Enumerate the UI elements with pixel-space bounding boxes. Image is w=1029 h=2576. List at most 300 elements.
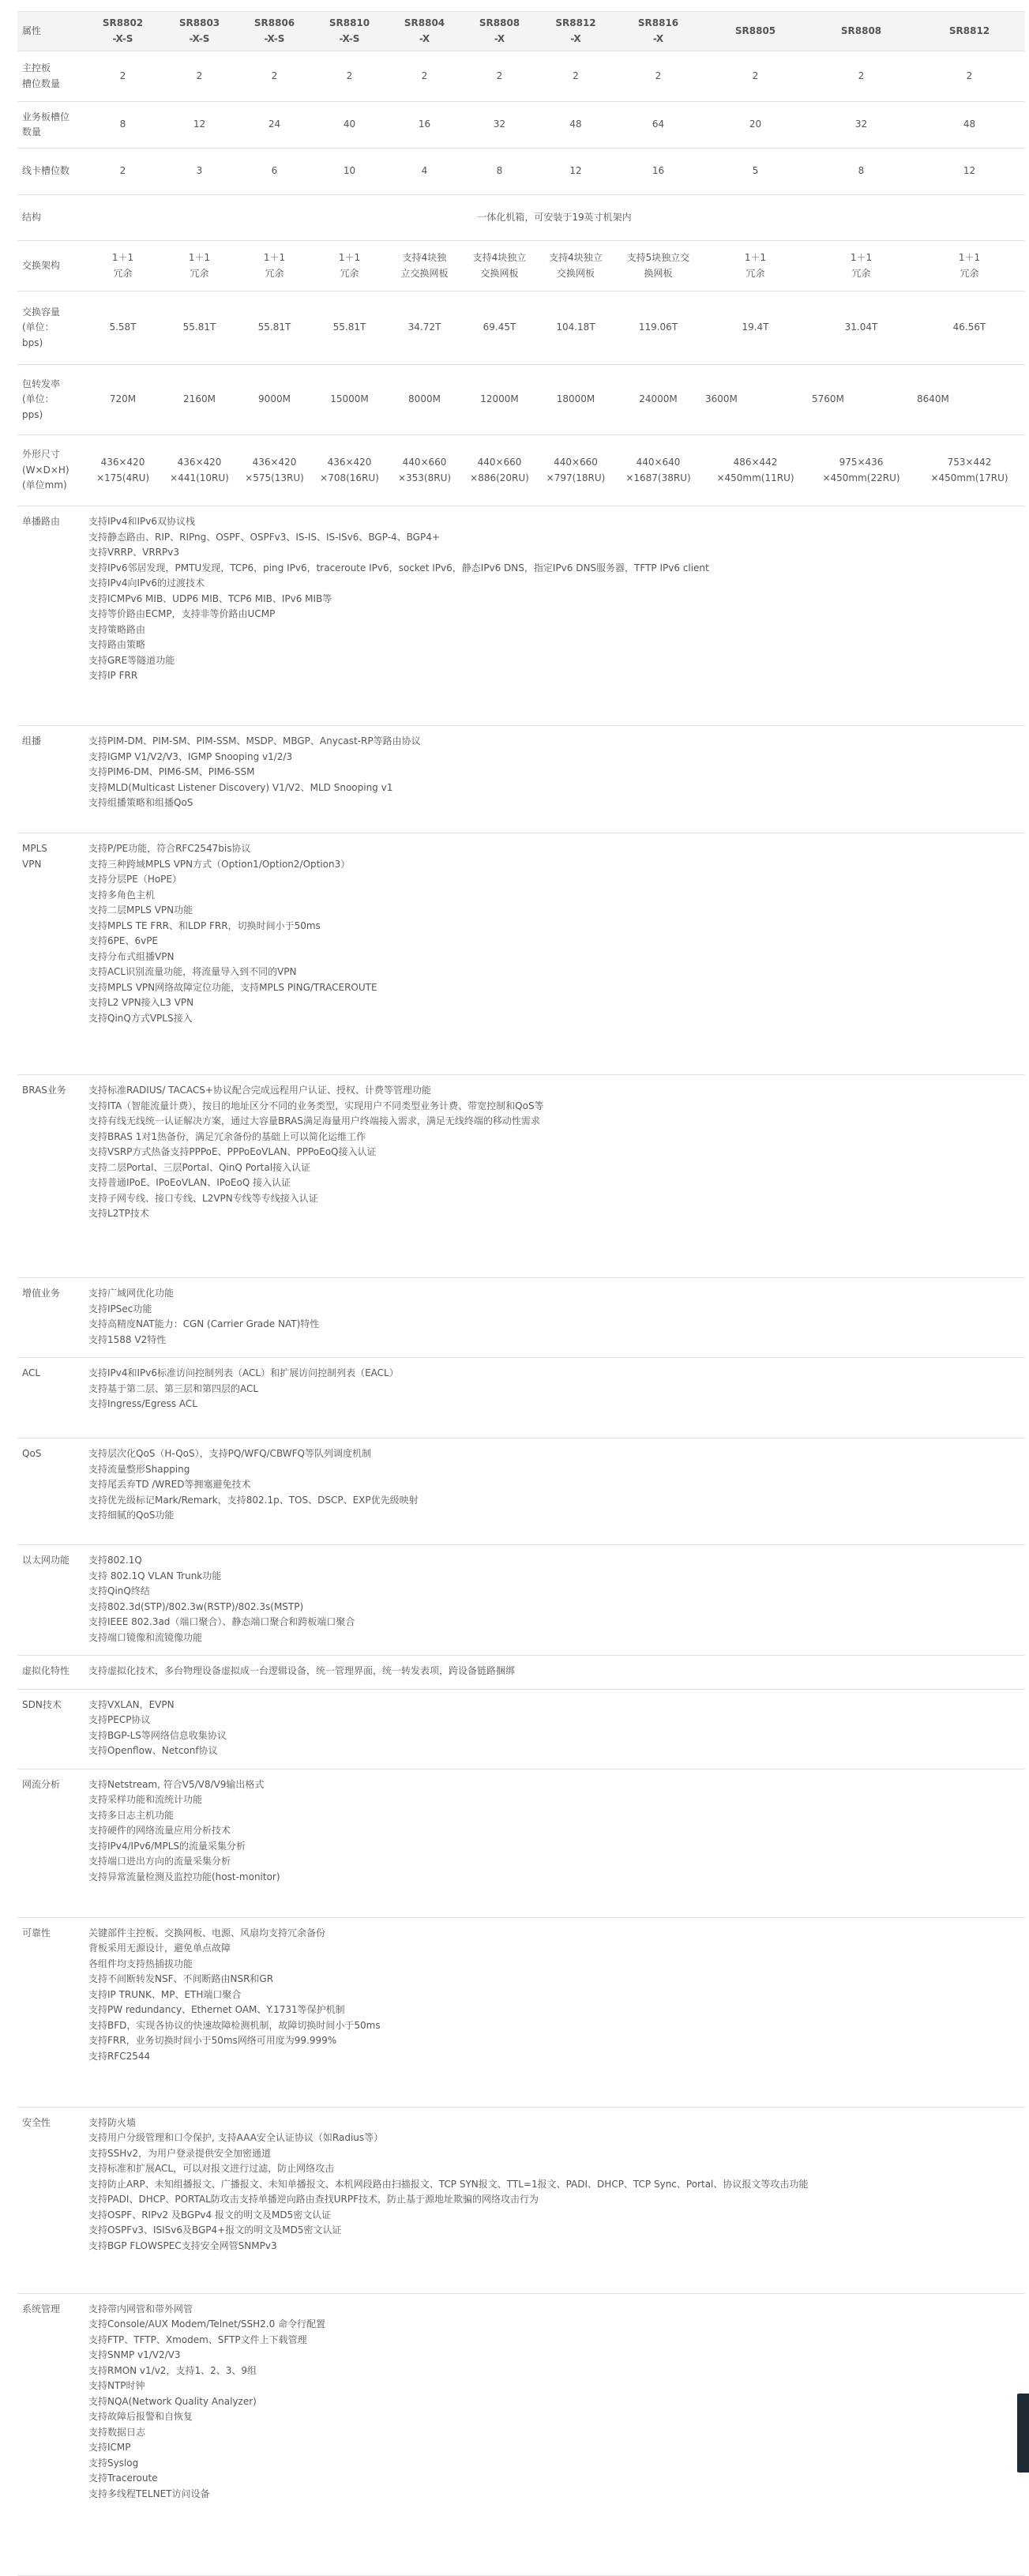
model-name: SR8808 <box>840 24 882 36</box>
model-name: SR8812 <box>555 17 596 28</box>
spec-label-line: 交换容量 <box>22 306 61 318</box>
spec-value-line: 支持4块独立 <box>472 252 527 263</box>
feature-line: 支持标准和扩展ACL，可以对报文进行过滤，防止网络攻击 <box>88 2163 335 2174</box>
spec-value-line: 冗余 <box>113 267 133 279</box>
spec-row <box>17 241 1025 291</box>
feature-line: 支持带内网管和带外网管 <box>88 2303 193 2315</box>
header-row <box>17 12 1025 51</box>
feature-name <box>17 833 84 1075</box>
spec-value-line: 1＋1 <box>263 252 286 263</box>
spec-value-line: 18000M <box>556 393 595 405</box>
spec-value-line: 支持4块独立 <box>549 252 603 263</box>
spec-value-line: 4 <box>421 165 428 177</box>
spec-value <box>237 51 312 102</box>
feature-name-line: 虚拟化特性 <box>22 1665 70 1676</box>
header-label: 属性 <box>17 12 84 51</box>
spec-value-line: 975×436 <box>839 457 884 468</box>
spec-row-label <box>17 195 84 241</box>
spec-value-line: 2 <box>496 70 503 81</box>
spec-value <box>162 241 237 291</box>
spec-value-line: 2160M <box>183 393 216 405</box>
spec-value-line: ×450mm(11RU) <box>716 472 794 483</box>
spec-value-line: 2 <box>421 70 428 81</box>
model-name: -X-S <box>264 32 285 44</box>
spec-value <box>702 149 809 195</box>
spec-value <box>162 435 237 506</box>
spec-value-line: 2 <box>196 70 203 81</box>
feature-line: 支持QinQ终结 <box>88 1585 150 1596</box>
feature-body <box>84 1358 1025 1438</box>
spec-value <box>614 435 702 506</box>
spec-value <box>914 435 1025 506</box>
spec-value-line: 冗余 <box>190 267 209 279</box>
spec-value <box>312 102 387 149</box>
spec-label-line: 主控板 <box>22 62 51 73</box>
spec-label-line: 数量 <box>22 126 42 137</box>
spec-value-line: ×441(10RU) <box>170 472 229 483</box>
feature-name-line: SDN技术 <box>22 1698 62 1710</box>
spec-value <box>162 51 237 102</box>
spec-value-line: 支持5块独立交 <box>626 252 690 263</box>
spec-value-line: 15000M <box>330 393 369 405</box>
side-float-tab[interactable] <box>1017 2394 1029 2473</box>
spec-label-line: 结构 <box>22 211 42 223</box>
feature-row <box>17 1075 1025 1278</box>
feature-line: 支持异常流量检测及监控功能(host-monitor) <box>88 1871 280 1882</box>
spec-value <box>614 102 702 149</box>
spec-row-label <box>17 51 84 102</box>
spec-value <box>809 149 914 195</box>
feature-body <box>84 1917 1025 2107</box>
spec-value <box>312 51 387 102</box>
spec-value-line: 冗余 <box>745 267 765 279</box>
spec-value-line: 6 <box>271 165 278 177</box>
spec-value-line: 1＋1 <box>111 252 134 263</box>
spec-value-line: 486×442 <box>733 457 778 468</box>
feature-line: 支持BRAS 1对1热备份，满足冗余备份的基础上可以简化运维工作 <box>88 1130 366 1142</box>
spec-value-line: ×1687(38RU) <box>625 472 691 483</box>
feature-row <box>17 1438 1025 1545</box>
spec-value <box>614 241 702 291</box>
feature-line: 支持BGP FLOWSPEC支持安全网管SNMPv3 <box>88 2239 277 2251</box>
feature-line: 支持Ingress/Egress ACL <box>88 1398 197 1409</box>
spec-value <box>537 51 614 102</box>
feature-name-line: 以太网功能 <box>22 1555 70 1566</box>
spec-value <box>809 365 914 435</box>
spec-row <box>17 51 1025 102</box>
spec-value <box>702 241 809 291</box>
spec-value <box>614 51 702 102</box>
feature-row <box>17 2293 1025 2575</box>
spec-label-line: (单位mm) <box>22 479 67 491</box>
model-name: -X-S <box>339 32 360 44</box>
feature-name <box>17 1656 84 1690</box>
model-header-8 <box>702 12 809 51</box>
feature-line: 支持子网专线、接口专线、L2VPN专线等专线接入认证 <box>88 1192 318 1204</box>
feature-line: 支持6PE、6vPE <box>88 935 159 946</box>
model-name: -X <box>419 32 430 44</box>
spec-value-line: 753×442 <box>947 457 992 468</box>
spec-value-line: 8000M <box>408 393 441 405</box>
feature-line: 支持P/PE功能，符合RFC2547bis协议 <box>88 843 251 854</box>
feature-name-line: 安全性 <box>22 2116 51 2128</box>
spec-value <box>387 102 462 149</box>
spec-row-label <box>17 102 84 149</box>
spec-value-line: 436×420 <box>177 457 222 468</box>
feature-line: 支持IEEE 802.3ad（端口聚合）、静态端口聚合和跨板端口聚合 <box>88 1616 355 1627</box>
spec-value <box>84 291 162 365</box>
feature-name <box>17 1075 84 1278</box>
spec-value-line: 2 <box>119 70 126 81</box>
spec-value <box>702 365 809 435</box>
spec-value-line: 720M <box>109 393 137 405</box>
feature-line: 支持广域网优化功能 <box>88 1288 175 1299</box>
spec-label-line: 线卡槽位数 <box>22 165 70 177</box>
feature-line: 支持优先级标记Mark/Remark，支持802.1p、TOS、DSCP、EXP优先级映射 <box>88 1494 419 1506</box>
feature-line: 支持虚拟化技术，多台物理设备虚拟成一台逻辑设备，统一管理界面，统一转发表项，跨设备链路捆绑 <box>88 1665 516 1676</box>
feature-name <box>17 1278 84 1358</box>
feature-line: 支持不间断转发NSF、不间断路由NSR和GR <box>88 1973 274 1984</box>
spec-value-line: 冗余 <box>960 267 979 279</box>
spec-value-line: 交换网板 <box>480 267 519 279</box>
feature-line: 支持VRRP、VRRPv3 <box>88 547 179 558</box>
spec-value <box>162 365 237 435</box>
feature-line: 支持多角色主机 <box>88 889 156 901</box>
feature-line: 支持路由策略 <box>88 639 146 650</box>
feature-name <box>17 2107 84 2293</box>
feature-name <box>17 1917 84 2107</box>
feature-line: 支持多日志主机功能 <box>88 1809 175 1821</box>
feature-line: 支持细腻的QoS功能 <box>88 1510 175 1521</box>
spec-value <box>162 149 237 195</box>
spec-value <box>237 435 312 506</box>
spec-row-label <box>17 149 84 195</box>
feature-name <box>17 1545 84 1656</box>
feature-name <box>17 726 84 833</box>
spec-label-line: (单位： <box>22 393 54 405</box>
feature-line: 支持IGMP V1/V2/V3、IGMP Snooping v1/2/3 <box>88 750 293 762</box>
feature-line: 支持BGP-LS等网络信息收集协议 <box>88 1729 227 1741</box>
spec-value-line: 1＋1 <box>744 252 767 263</box>
spec-value-line: 5 <box>752 165 759 177</box>
spec-value <box>462 291 537 365</box>
feature-row <box>17 1656 1025 1690</box>
spec-value-line: 48 <box>569 118 582 130</box>
feature-line: 支持硬件的网络流量应用分析技术 <box>88 1825 231 1836</box>
spec-value <box>312 291 387 365</box>
spec-value <box>387 291 462 365</box>
feature-body <box>84 1545 1025 1656</box>
feature-line: 支持层次化QoS（H-QoS），支持PQ/WFQ/CBWFQ等队列调度机制 <box>88 1448 371 1459</box>
spec-span-value: 一体化机箱，可安装于19英寸机架内 <box>84 195 1025 241</box>
spec-value-line: 32 <box>493 118 506 130</box>
feature-line: 支持采样功能和流统计功能 <box>88 1794 203 1805</box>
spec-value-line: 440×660 <box>554 457 598 468</box>
feature-body <box>84 1278 1025 1358</box>
spec-row <box>17 365 1025 435</box>
spec-value-line: 3600M <box>705 393 738 405</box>
model-header-2 <box>237 12 312 51</box>
feature-line: 支持ICMPv6 MIB、UDP6 MIB、TCP6 MIB、IPv6 MIB等 <box>88 592 332 604</box>
feature-line: 支持二层MPLS VPN功能 <box>88 904 193 916</box>
feature-line: 支持 802.1Q VLAN Trunk功能 <box>88 1570 222 1581</box>
feature-line: 支持IPSec功能 <box>88 1303 152 1314</box>
feature-line: 支持Traceroute <box>88 2473 158 2484</box>
model-name: SR8810 <box>329 17 370 28</box>
feature-line: 支持二层Portal、三层Portal、QinQ Portal接入认证 <box>88 1161 311 1173</box>
feature-line: 支持IP FRR <box>88 670 138 681</box>
feature-line: 支持OSPFv3、ISISv6及BGP4+报文的明文及MD5密文认证 <box>88 2224 342 2236</box>
feature-name-line: 网流分析 <box>22 1778 61 1790</box>
spec-value <box>914 149 1025 195</box>
feature-line: 支持普通IPoE、IPoEoVLAN、IPoEoQ 接入认证 <box>88 1177 291 1188</box>
feature-body <box>84 1656 1025 1690</box>
spec-value <box>809 51 914 102</box>
feature-body <box>84 1689 1025 1769</box>
feature-line: 支持MLD(Multicast Listener Discovery) V1/V2、MLD Snooping v1 <box>88 781 393 793</box>
feature-row <box>17 1769 1025 1917</box>
feature-line: 支持防火墙 <box>88 2116 137 2128</box>
spec-value <box>84 241 162 291</box>
model-name: SR8805 <box>734 24 776 36</box>
model-name: SR8806 <box>253 17 295 28</box>
feature-name-line: 可靠性 <box>22 1927 51 1939</box>
spec-value-line: 8640M <box>917 393 949 405</box>
spec-value-line: 24 <box>268 118 281 130</box>
spec-row-label <box>17 241 84 291</box>
feature-line: 支持RFC2544 <box>88 2050 151 2062</box>
feature-line: 支持MPLS TE FRR、和LDP FRR，切换时间小于50ms <box>88 919 321 931</box>
spec-label-line: (单位： <box>22 322 54 333</box>
feature-row <box>17 1358 1025 1438</box>
feature-line: 支持IPv4/IPv6/MPLS的流量采集分析 <box>88 1840 246 1852</box>
spec-value <box>462 102 537 149</box>
feature-line: 支持Netstream, 符合V5/V8/V9输出格式 <box>88 1778 265 1790</box>
model-name: SR8804 <box>404 17 445 28</box>
spec-value-line: ×575(13RU) <box>245 472 304 483</box>
feature-line: 支持尾丢弃TD /WRED等拥塞避免技术 <box>88 1479 251 1490</box>
spec-row <box>17 195 1025 241</box>
feature-line: 支持PW redundancy、Ethernet OAM、Y.1731等保护机制 <box>88 2004 345 2015</box>
spec-value-line: 55.81T <box>332 322 366 333</box>
feature-line: 支持IPv4向IPv6的过渡技术 <box>88 577 205 589</box>
spec-value <box>237 291 312 365</box>
model-name: -X <box>570 32 581 44</box>
feature-line: 支持有线无线统一认证解决方案，通过大容量BRAS满足海量用户终端接入需求，满足无线终端的移动性需求 <box>88 1115 540 1126</box>
spec-value <box>914 51 1025 102</box>
spec-value-line: 440×640 <box>636 457 681 468</box>
feature-line: 支持PADI、DHCP、PORTAL防攻击支持单播逆向路由查找URPF技术，防止基于源地址欺骗的网络攻击行为 <box>88 2194 539 2205</box>
feature-line: 支持防止ARP、未知组播报文、广播报文、未知单播报文、本机网段路由扫描报文、TCP SYN报文、TTL=1报文、PADI、DHCP、TCP Sync、Portal、协议报文等攻击功能 <box>88 2178 809 2190</box>
feature-body <box>84 726 1025 833</box>
spec-row <box>17 291 1025 365</box>
model-header-6 <box>537 12 614 51</box>
feature-name-line: ACL <box>22 1367 41 1378</box>
feature-line: 支持RMON v1/v2，支持1、2、3、9组 <box>88 2364 257 2376</box>
spec-value <box>237 102 312 149</box>
feature-row <box>17 726 1025 833</box>
spec-value-line: 5.58T <box>109 322 137 333</box>
spec-value-line: 19.4T <box>742 322 769 333</box>
feature-name-line: 单播路由 <box>22 516 61 527</box>
feature-line: 支持NTP时钟 <box>88 2380 145 2391</box>
spec-value <box>702 435 809 506</box>
spec-value <box>387 241 462 291</box>
spec-value-line: 440×660 <box>402 457 447 468</box>
spec-value-line: 440×660 <box>477 457 522 468</box>
spec-table <box>17 11 1025 2576</box>
spec-value-line: 1＋1 <box>338 252 361 263</box>
spec-value-line: 3 <box>196 165 203 177</box>
feature-name <box>17 1358 84 1438</box>
feature-line: 支持VXLAN，EVPN <box>88 1698 175 1710</box>
feature-line: 支持分布式组播VPN <box>88 950 175 962</box>
spec-value <box>84 102 162 149</box>
feature-line: 各组件均支持热插拔功能 <box>88 1957 193 1969</box>
feature-line: 支持高精度NAT能力：CGN (Carrier Grade NAT)特性 <box>88 1318 320 1329</box>
feature-row <box>17 506 1025 726</box>
spec-value-line: ×175(4RU) <box>96 472 150 483</box>
feature-name <box>17 1769 84 1917</box>
spec-value-line: 20 <box>749 118 762 130</box>
spec-value <box>537 241 614 291</box>
feature-line: 支持MPLS VPN网络故障定位功能，支持MPLS PING/TRACEROUTE <box>88 981 377 993</box>
feature-line: 支持IPv6邻居发现，PMTU发现，TCP6，ping IPv6，traceroute IPv6，socket IPv6，静态IPv6 DNS，指定IPv6 DNS服务器，TFTP IPv6 client <box>88 562 709 573</box>
feature-line: 支持QinQ方式VPLS接入 <box>88 1012 193 1024</box>
spec-label-line: 槽位数量 <box>22 77 61 89</box>
feature-line: 支持多线程TELNET访问设备 <box>88 2488 210 2499</box>
spec-value-line: ×708(16RU) <box>320 472 379 483</box>
model-name: -X <box>652 32 664 44</box>
feature-body <box>84 833 1025 1075</box>
feature-line: 支持SNMP v1/V2/V3 <box>88 2349 181 2360</box>
spec-value <box>614 149 702 195</box>
spec-value-line: 16 <box>418 118 431 130</box>
spec-value-line: 5760M <box>812 393 844 405</box>
feature-line: 支持IP TRUNK、MP、ETH端口聚合 <box>88 1988 242 2000</box>
feature-line: 支持Console/AUX Modem/Telnet/SSH2.0 命令行配置 <box>88 2318 326 2330</box>
spec-value <box>84 149 162 195</box>
spec-value-line: 冗余 <box>851 267 871 279</box>
model-header-0 <box>84 12 162 51</box>
spec-label-line: 交换架构 <box>22 259 61 271</box>
spec-value-line: 2 <box>271 70 278 81</box>
spec-value <box>462 51 537 102</box>
spec-value-line: 32 <box>854 118 868 130</box>
spec-value <box>702 51 809 102</box>
spec-label-line: 外形尺寸 <box>22 449 61 461</box>
spec-row-label <box>17 365 84 435</box>
spec-value <box>702 291 809 365</box>
spec-value-line: 1＋1 <box>958 252 981 263</box>
spec-value <box>809 291 914 365</box>
spec-value-line: 55.81T <box>182 322 216 333</box>
spec-value <box>537 291 614 365</box>
model-header-7 <box>614 12 702 51</box>
spec-value-line: 2 <box>346 70 353 81</box>
feature-line: 支持SSHv2，为用户登录提供安全加密通道 <box>88 2147 271 2159</box>
feature-line: 支持策略路由 <box>88 623 146 635</box>
spec-value-line: ×797(18RU) <box>546 472 606 483</box>
spec-value <box>914 241 1025 291</box>
spec-value-line: 立交换网板 <box>400 267 449 279</box>
spec-value-line: 2 <box>119 165 126 177</box>
spec-value-line: 46.56T <box>952 322 986 333</box>
feature-name-line: 组播 <box>22 735 42 746</box>
spec-value <box>462 241 537 291</box>
feature-name <box>17 506 84 726</box>
model-name: SR8802 <box>102 17 144 28</box>
feature-name-line: 系统管理 <box>22 2303 61 2315</box>
feature-line: 支持PIM6-DM、PIM6-SM、PIM6-SSM <box>88 766 255 777</box>
spec-value <box>462 435 537 506</box>
spec-value-line: 12 <box>569 165 582 177</box>
feature-line: 支持L2 VPN接入L3 VPN <box>88 997 194 1008</box>
feature-line: 支持PIM-DM、PIM-SM、PIM-SSM、MSDP、MBGP、Anycast-RP等路由协议 <box>88 735 421 746</box>
spec-value <box>809 435 914 506</box>
spec-value <box>312 149 387 195</box>
spec-value <box>914 365 1025 435</box>
spec-row <box>17 149 1025 195</box>
spec-value <box>237 149 312 195</box>
spec-value-line: 冗余 <box>265 267 284 279</box>
spec-value <box>462 365 537 435</box>
feature-name <box>17 1689 84 1769</box>
feature-line: 支持1588 V2特性 <box>88 1333 167 1345</box>
model-name: -X <box>494 32 505 44</box>
spec-value-line: ×450mm(22RU) <box>822 472 900 483</box>
feature-line: 支持静态路由、RIP、RIPng、OSPF、OSPFv3、IS-IS、IS-ISv6、BGP-4、BGP4+ <box>88 531 440 543</box>
spec-value-line: 31.04T <box>844 322 878 333</box>
spec-row-label <box>17 435 84 506</box>
feature-row <box>17 833 1025 1075</box>
spec-value <box>312 435 387 506</box>
spec-value-line: 16 <box>652 165 665 177</box>
spec-value <box>162 291 237 365</box>
spec-value-line: 12 <box>963 165 976 177</box>
feature-line: 支持基于第二层、第三层和第四层的ACL <box>88 1382 259 1394</box>
feature-line: 关键部件主控板、交换网板、电源、风扇均支持冗余备份 <box>88 1927 326 1939</box>
spec-value <box>914 291 1025 365</box>
model-name: SR8816 <box>637 17 679 28</box>
feature-row <box>17 1689 1025 1769</box>
feature-line: 支持Openflow、Netconf协议 <box>88 1745 218 1756</box>
feature-row <box>17 1278 1025 1358</box>
spec-value <box>312 365 387 435</box>
spec-value-line: 119.06T <box>638 322 678 333</box>
spec-value <box>914 102 1025 149</box>
spec-value-line: 交换网板 <box>556 267 595 279</box>
spec-value-line: 1＋1 <box>188 252 211 263</box>
spec-value-line: ×450mm(17RU) <box>930 472 1008 483</box>
feature-line: 支持故障后报警和自恢复 <box>88 2411 193 2422</box>
spec-value-line: 支持4块独 <box>402 252 447 263</box>
feature-line: 支持GRE等隧道功能 <box>88 654 175 666</box>
spec-value <box>702 102 809 149</box>
spec-value-line: 436×420 <box>327 457 372 468</box>
model-name: SR8812 <box>948 24 990 36</box>
feature-line: 支持IPv4和IPv6双协议栈 <box>88 516 196 527</box>
spec-value <box>809 102 914 149</box>
spec-value <box>387 149 462 195</box>
model-name: -X-S <box>189 32 210 44</box>
feature-line: 支持OSPF、RIPv2 及BGPv4 报文的明文及MD5密文认证 <box>88 2209 332 2221</box>
spec-value-line: 12000M <box>480 393 519 405</box>
spec-value-line: 436×420 <box>100 457 145 468</box>
model-header-9 <box>809 12 914 51</box>
spec-value <box>614 365 702 435</box>
spec-value <box>237 241 312 291</box>
